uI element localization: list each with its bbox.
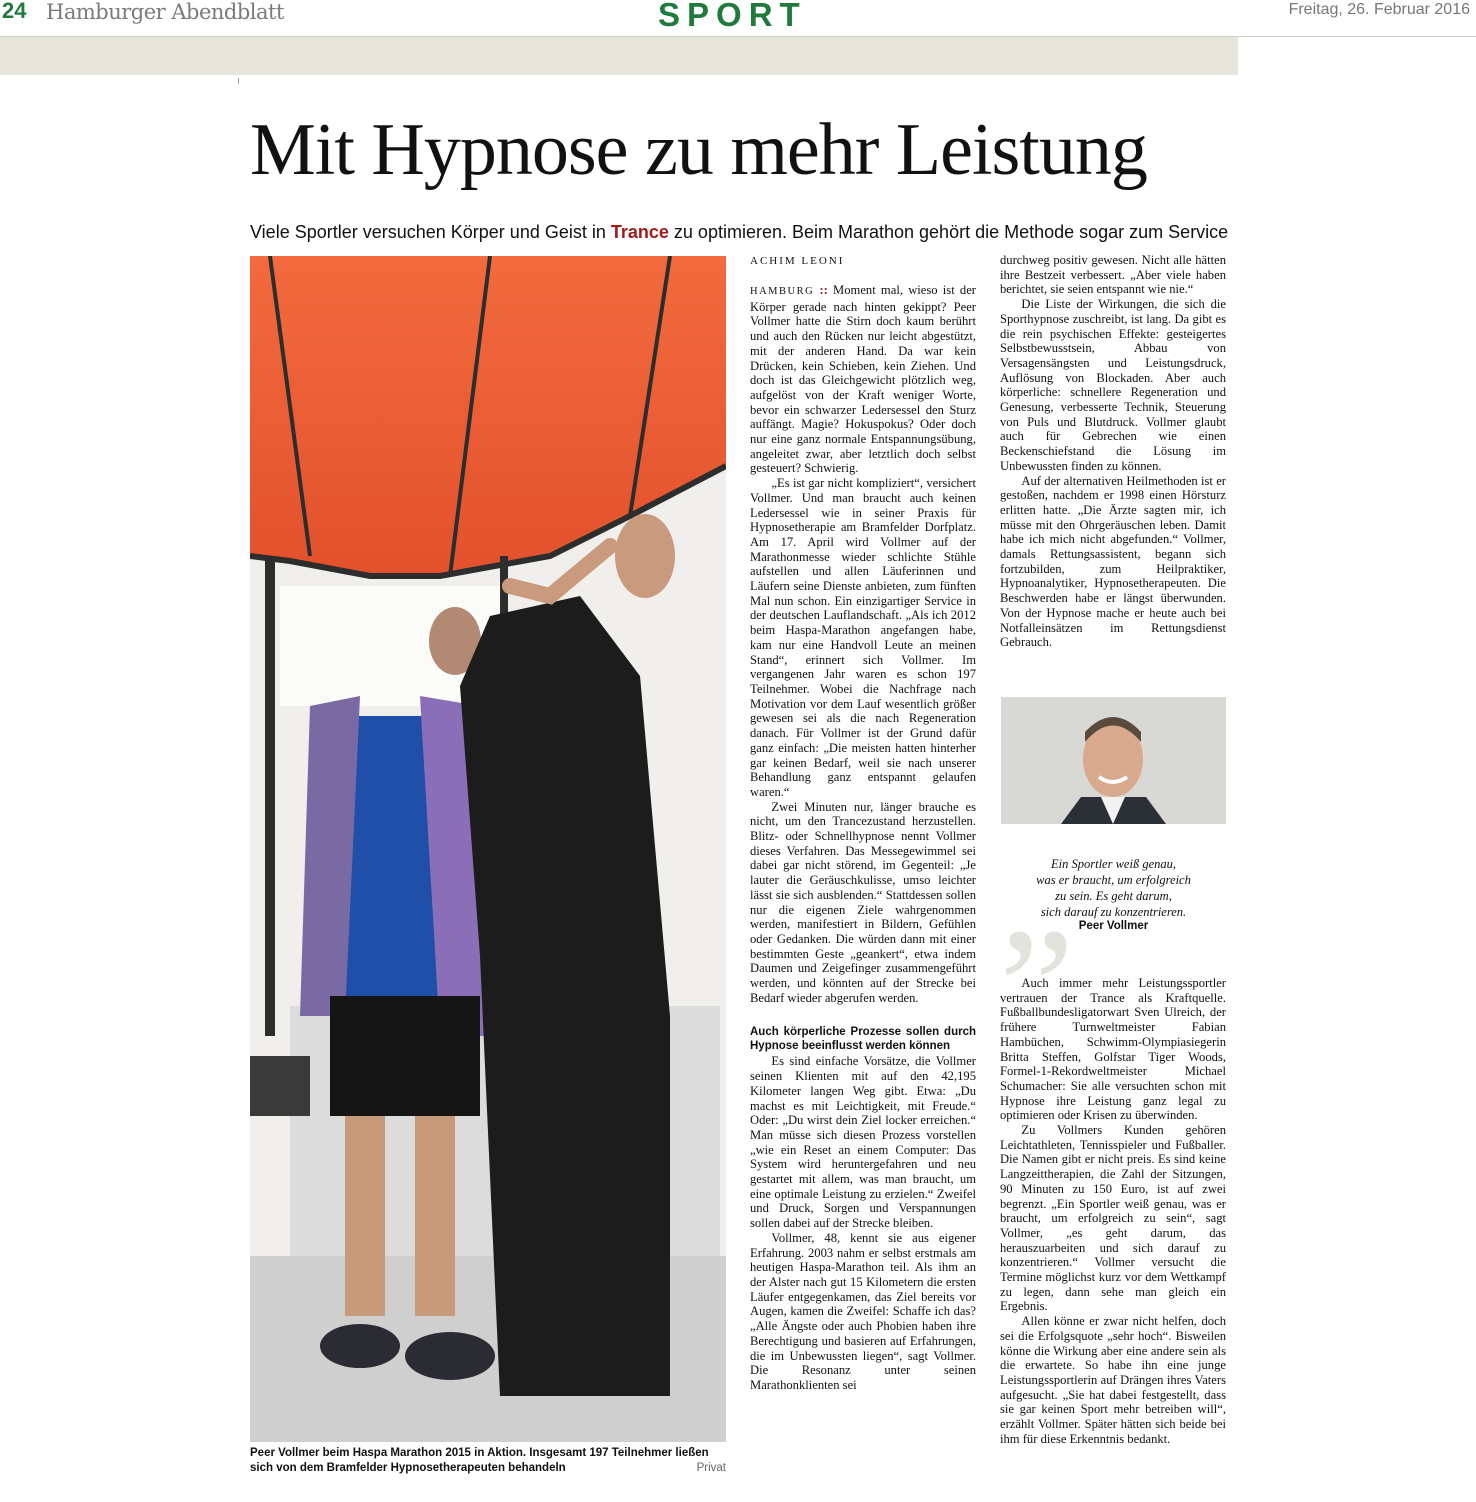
article-title: Mit Hypnose zu mehr Leistung [250, 109, 1147, 191]
subtitle-text: Viele Sportler versuchen Körper und Geist in [250, 222, 611, 242]
article-paragraph: Auch immer mehr Leistungssportler vertrauen der Trance als Kraftquelle. Fußballbundesligatorwart Sven Ulreich, der frühere Turnweltmeister Fabian Hambüchen, Schwimm-Olympiasiegerin Britta Steffen, Golfstar Tiger Woods, Formel-1-Rekordweltmeister Michael Schumacher: Sie alle versuchten schon mit Hypnose ihre Leistung ganz legal zu optimieren oder Krisen zu überwinden. [1000, 976, 1226, 1123]
quote-line: was er braucht, um erfolgreich [1036, 873, 1191, 887]
article-paragraph [750, 283, 976, 476]
crop-mark [238, 78, 239, 84]
quote-author: Peer Vollmer [1078, 920, 1149, 932]
article-subheading: Auch körperliche Prozesse sollen durch Hypnose beeinflusst werden können [750, 1026, 976, 1053]
article-paragraph: Vollmer, 48, kennt sie aus eigener Erfahrung. 2003 nahm er selbst erstmals am heutigen Haspa-Marathon teil. Als ihm an der Alster nach gut 15 Kilometern die ersten Läufer entgegenkamen, das Ziel bereits vor Augen, kamen die Zweifel: Schaffe ich das? „Alle Ängste oder auch Phobien haben ihre Berechtigung und basieren auf Erfahrungen, die im Unbewussten liegen“, sagt Vollmer. Die Resonanz unter seinen Marathonklienten sei [750, 1230, 976, 1392]
lead-text: Moment mal, wieso ist der Körper gerade nach hinten gekippt? Peer Vollmer hatte die Stirn doch kaum berührt und auch den Rücken nur leicht abgestützt, mit der anderen Hand. Da war kein Drücken, kein Schieben, kein Ziehen. Und doch ist das Gleichgewicht plötzlich weg, aufgelöst von der Kraft weniger Worte, bevor ein schwarzer Ledersessel den Sturz auffängt. Magie? Hokuspokus? Oder doch nur eine ganz normale Entspannungsübung, angeleitet zwar, aber letztlich doch selbst gesteuert? Schwierig. [750, 283, 977, 476]
header-band [0, 37, 1238, 75]
subtitle-keyword: Trance [610, 222, 669, 242]
quote-text [1001, 856, 1226, 920]
page-header [0, 0, 1476, 37]
article-paragraph: Zu Vollmers Kunden gehören Leichtathleten, Tennisspieler und Fußballer. Die Namen gibt er nicht preis. Es sind keine Langzeittherapien, die Zahl der Sitzungen, 90 Minuten zu 150 Euro, ist auf zwei begrenzt. „Ein Sportler weiß genau, was er braucht, um erfolgreich zu sein“, sagt Vollmer, „es geht darum, das herauszuarbeiten und sich darauf zu konzentrieren.“ Vollmer versucht die Termine möglichst kurz vor dem Wettkampf zu legen, dann sehe man gleich ein Ergebnis. [1000, 1123, 1226, 1314]
quote-line: zu sein. Es geht darum, [1055, 889, 1172, 903]
pull-quote [999, 798, 1226, 986]
article-paragraph: durchweg positiv gewesen. Nicht alle hätten ihre Bestzeit verbessert. „Aber viele haben berichtet, sie seien entspannt wie nie.“ [1000, 253, 1226, 297]
article-subtitle [250, 222, 1228, 243]
quote-line: Ein Sportler weiß genau, [1051, 857, 1176, 871]
newspaper-masthead: Hamburger Abendblatt [46, 0, 284, 24]
quote-line: sich darauf zu konzentrieren. [1040, 905, 1187, 919]
page-number: 24 [2, 0, 27, 23]
caption-text: Peer Vollmer beim Haspa Marathon 2015 in Aktion. Insgesamt 197 Teilnehmer ließen sich von dem Bramfelder Hypnosetherapeuten behandeln [250, 1447, 709, 1474]
quote-mark-icon: „ [999, 798, 1075, 986]
dateline-marker: :: [819, 283, 828, 297]
article-paragraph: Es sind einfache Vorsätze, die Vollmer seinen Klienten mit auf den 42,195 Kilometer langen Weg gibt. Etwa: „Du machst es mit Leichtigkeit, mit Freude.“ Oder: „Du wirst dein Ziel locker erreichen.“ Man müsse sich diesen Prozess vorstellen „wie ein Reset an einem Computer: Das System wird heruntergefahren und neu gestartet mit allem, was man braucht, um eine optimale Leistung zu erzielen.“ Zweifel und Druck, Sorgen und Verspannungen sollen dabei auf der Strecke bleiben. [750, 1054, 976, 1231]
photo-caption [250, 1446, 726, 1476]
subtitle-text-end: zu optimieren. Beim Marathon gehört die Methode sogar zum Service [668, 222, 1229, 242]
article-paragraph: „Es ist gar nicht kompliziert“, versichert Vollmer. Und man braucht auch keinen Ledersessel wie in seiner Praxis für Hypnosetherapie am Bramfelder Dorfplatz. Am 17. April wird Vollmer auf der Marathonmesse wieder schlichte Stühle aufstellen und allen Läuferinnen und Läufern seine Dienste anbieten, zum fünften Mal nun schon. Ein einzigartiger Service in der deutschen Lauflandschaft. „Als ich 2012 beim Haspa-Marathon angefangen habe, kam nur eine Handvoll Leute an meinen Stand“, erinnert sich Vollmer. Im vergangenen Jahr waren es schon 197 Teilnehmer. Wobei die Nachfrage nach Motivation vor dem Lauf wesentlich größer gewesen sei als die nach Regeneration danach. Für Vollmer ist der Grund dafür ganz einfach: „Die meisten hatten hinterher gar keinen Bedarf, weil sie nach unserer Behandlung ganz entspannt gelaufen waren.“ [750, 476, 976, 799]
article-paragraph: Die Liste der Wirkungen, die sich die Sporthypnose zuschreibt, ist lang. Da gibt es die rein psychischen Effekte: gesteigertes Selbstbewusstsein, Abbau von Versagensängsten und Leistungsdruck, Auflösung von Blockaden. Aber auch körperliche: schnellere Regeneration und Genesung, verbesserte Technik, Steuerung von Puls und Blutdruck. Vollmer glaubt auch für Gebrechen wie einen Beckenschiefstand die Lösung im Unbewussten finden zu können. [1000, 297, 1226, 473]
article-column-3-bottom [1000, 976, 1226, 1447]
main-photo [250, 256, 726, 1442]
article-column-2 [750, 283, 976, 1393]
photo-credit: Privat [696, 1462, 726, 1474]
dateline: HAMBURG [750, 286, 815, 297]
article-paragraph: Auf der alternativen Heilmethoden ist er gestoßen, nachdem er 1998 einen Hörsturz erlitten hatte. „Die Ärzte sagten mir, ich müsse mit den Ohrgeräuschen leben. Damit habe ich mich nicht abgefunden.“ Vollmer, damals Rettungsassistent, begann sich fortzubilden, zum Heilpraktiker, Hypnoanalytiker, Hypnosetherapeuten. Die Beschwerden habe er längst überwunden. Von der Hypnose mache er heute auch bei Notfalleinsätzen im Rettungsdienst Gebrauch. [1000, 473, 1226, 650]
hypnosis-scene-image [250, 256, 726, 1442]
issue-date: Freitag, 26. Februar 2016 [1288, 1, 1470, 18]
section-title: SPORT [658, 0, 807, 33]
author-byline: ACHIM LEONI [750, 255, 845, 267]
article-column-3-top [1000, 253, 1226, 650]
article-paragraph: Allen könne er zwar nicht helfen, doch sei die Erfolgsquote „sehr hoch“. Bisweilen könne die Wirkung aber eine andere sein als die erwartete. So habe ihn eine junge Leistungssportlerin auf Drängen ihres Vaters aufgesucht. „Sie hat dabei festgestellt, dass sie gar keinen Sport mehr betreiben will“, erzählt Vollmer. Später hätten sich beide bei ihm für diese Erkenntnis bedankt. [1000, 1314, 1226, 1446]
article-paragraph: Zwei Minuten nur, länger brauche es nicht, um den Trancezustand herzustellen. Blitz- oder Schnellhypnose nennt Vollmer dieses Verfahren. Das Messegewimmel sei dabei gar nicht störend, im Gegenteil: „Je lauter die Geräuschkulisse, umso leichter lässt sie sich ausblenden.“ Stattdessen sollen nur die eigenen Ziele wahrgenommen werden, manifestiert in Bildern, Gefühlen oder Gedanken. Die würden dann mit einer bestimmten Geste „geankert“, etwa indem Daumen und Zeigefinger zusammengeführt werden, und könnten auf der Strecke bei Bedarf wieder abgerufen werden. [750, 799, 976, 1005]
